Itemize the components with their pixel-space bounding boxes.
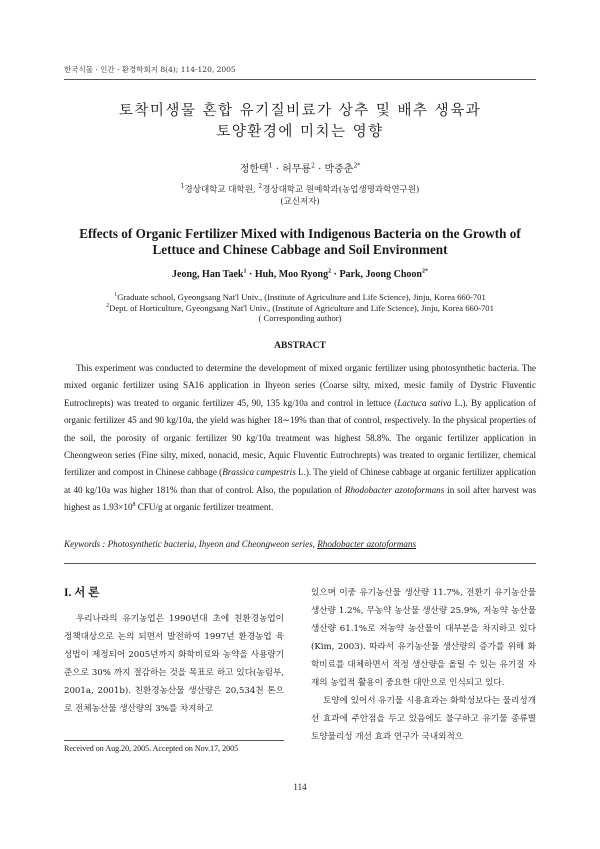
page-number: 114 [293,782,307,792]
header-rule [64,79,536,80]
species-name: Lactuca sativa [397,397,452,408]
author-separator: · [331,269,340,280]
affil-text: 경상대학교 원예학과(농업생명과학연구원) [262,185,420,195]
korean-title-line-1: 토착미생물 혼합 유기질비료가 상추 및 배추 생육과 [118,103,482,119]
species-name: Rhodobacter azotoformans [344,484,445,495]
keywords-underlined: Rhodobacter azotoformans [317,539,417,549]
right-column [311,584,536,746]
intro-paragraph-3: 토양에 있어서 유기물 시용효과는 화학성보다는 물리성개선 효과에 주안점을 두고 있음에도 불구하고 유기물 종류별 토양물리성 개선 효과 연구가 국내외적으 [311,696,536,742]
english-author-3-affil: 2* [421,268,428,275]
author-separator: · [314,164,325,175]
korean-title-line-2: 토양환경에 미치는 영향 [216,124,384,140]
affil-text: 경상대학교 대학원, [184,185,259,195]
abstract-text: in soil after harvest was highest as 1.93×10 [64,484,536,513]
english-author-2: Huh, Moo Ryong [254,269,329,280]
english-affiliation [0,292,600,324]
korean-affiliation-line-1 [0,184,600,196]
korean-affiliation [0,184,600,208]
author-separator: · [272,164,283,175]
affil-text: Dept. of Horticulture, Gyeongsang Nat'l Univ., (Institute of Agriculture and Life Science), Jinju, Korea 660-701 [109,302,494,313]
english-affiliation-line-1 [0,292,600,303]
intro-paragraph-1: 우리나라의 유기농업은 1990년대 초에 친환경농업이 정책대상으로 논의 되면서 발전하여 1997년 환경농업 육성법이 제정되어 2005년까지 화학비료와 농약을 사용량기준으로 30% 까지 절감하는 것을 목표로 하고 있다(농림부, 2001a, 2001b). 친환경농산물 생산량은 20,534천 톤으로 전체농산물 생산량의 3%를 차지하고 [64,614,284,714]
korean-author-3: 박중춘 [324,164,354,175]
english-title: Effects of Organic Fertilizer Mixed with Indigenous Bacteria on the Growth of Lettuce and Chinese Cabbage and Soil Environment [79,226,521,257]
affil-marker: 2 [106,302,110,309]
section-rule [64,563,536,564]
korean-author-1-affil: 1 [268,162,273,170]
korean-affiliation-line-2: (교신저자) [280,197,320,207]
abstract-text: L.). The yield of Chinese cabbage at organic fertilizer application at 40 kg/10a was higher 181% than that of control. Also, the population of [64,467,536,495]
korean-author-2-affil: 2 [311,162,315,170]
english-affiliation-line-3: ( Corresponding author) [258,313,342,323]
abstract-heading: ABSTRACT [274,341,326,351]
english-affiliation-line-2 [0,303,600,314]
exponent: 8 [132,502,136,509]
footnote-rule [64,740,284,741]
affil-marker: 1 [180,183,185,191]
abstract-body [64,360,536,517]
keywords-label: Keywords : Photosynthetic bacteria, Ihyeon and Cheongweon series, [64,539,318,549]
korean-author-3-affil: 2* [353,162,361,170]
affil-marker: 2 [258,183,263,191]
left-column [64,584,284,718]
received-footnote: Received on Aug.20, 2005. Accepted on Nov.17, 2005 [64,744,239,753]
affil-marker: 1 [114,292,118,299]
author-separator: · [246,269,255,280]
abstract-text: L.). By application of organic fertilizer 45 and 90 kg/10a, the yield was higher 18∼19% than that of control, respectively. In the physical properties of the soil, the porosity of organic fertilizer 90 kg/10a treatment was highest 58.8%. The organic fertilizer application in Cheongweon series (Fine silty, mixed, nonacid, mesic, Aquic Fluventic Eutrochrepts) was treated to organic fertilizer, chemical fertilizer and compost in Chinese cabbage ( [64,397,536,478]
english-author-2-affil: 2 [328,268,332,275]
species-name: Brassica campestris [222,467,296,478]
korean-author-2: 허무룡 [282,164,312,175]
abstract-text: This experiment was conducted to determine the development of mixed organic fertilizer using photosynthetic bacteria. The mixed organic fertilizer using SA16 application in Ihyeon series (Coarse silty, mixed, mesic family of Dystric Fluventic Eutrochrepts) was treated to organic fertilizer 45, 90, 135 kg/10a and control in lettuce ( [64,363,536,408]
english-authors [0,269,600,280]
english-author-1-affil: 1 [243,268,247,275]
intro-paragraph-2: 있으며 이중 유기농산물 생산량 11.7%, 전환기 유기농산물 생산량 1.2%, 무농약 농산물 생산량 25.9%, 저농약 농산물 생산량 61.1%로 저농약 농산물이 대부분을 차지하고 있다(Kim, 2003). 따라서 유기농산물 생산량의 증가를 위해 화학비료를 대체하면서 적정 생산량을 올릴 수 있는 유기질 자재의 농업적 활용이 중요한 대안으로 인식되고 있다. [311,588,536,688]
english-author-3: Park, Joong Choon [339,269,422,280]
abstract-text: CFU/g at organic fertilizer treatment. [135,502,274,513]
section-heading-introduction: I. 서 론 [64,587,100,599]
journal-citation: 한국식물 · 인간 · 환경학회지 8(4); 114-120, 2005 [64,65,236,74]
korean-authors [0,160,600,175]
affil-text: Graduate school, Gyeongsang Nat'l Univ., (Institute of Agriculture and Life Science), Jinju, Korea 660-701 [117,292,486,302]
keywords [64,539,536,549]
english-author-1: Jeong, Han Taek [172,269,244,280]
korean-author-1: 정한택 [239,164,269,175]
